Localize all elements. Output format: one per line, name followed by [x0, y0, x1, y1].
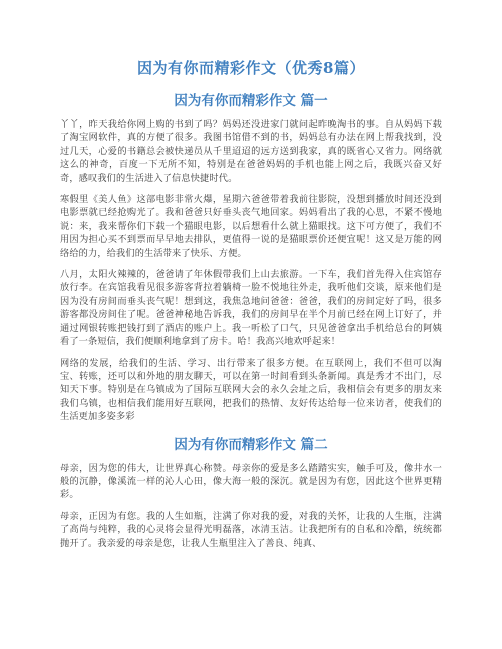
paragraph: 丫丫，昨天我给你网上购的书到了吗？妈妈还没进家门就问起昨晚淘书的事。自从妈妈下载了淘宝网软件，真的方便了很多。我图书馆借不到的书，妈妈总有办法在网上帮我找到，没过几天，心爱的书籍总会被快递员从千里迢迢的远方送到我家，真的既省心又省力。网络就这么的神奇，百度一下无所不知，特别是在爸爸妈妈的手机也能上网之后，我既兴奋又好奇，感叹我们的生活进入了信息快捷时代。	[60, 119, 442, 184]
section-heading: 因为有你而精彩作文 篇二	[174, 436, 328, 453]
essay-section-1	[60, 92, 442, 424]
paragraph: 母亲，正因为有您。我的人生如瓶，注满了你对我的爱，对我的关怀，让我的人生瓶，注满了高尚与纯粹，我的心灵将会显得光明磊落，冰清玉洁。让我把所有的自私和冷酷，统统都抛开了。我亲爱的母亲是您，让我人生瓶里注入了善良、纯真、	[60, 510, 442, 549]
section-heading: 因为有你而精彩作文 篇一	[174, 93, 328, 109]
paragraph: 寒假里《美人鱼》这部电影非常火爆，星期六爸爸带着我前往影院，没想到播放时间还没到电影票就已经抢购光了。我和爸爸只好垂头丧气地回家。妈妈看出了我的心思，不紧不慢地说：来，我来帮你们下载一个猫眼电影，以后想看什么就上猫眼找。这下可方便了，我们不用因为担心买不到票而早早地去排队，更值得一说的是猫眼票价还便宜呢！这又是万能的网络给的力，给我们的生活带来了快乐、方便。	[60, 194, 442, 259]
paragraph: 母亲，因为您的伟大，让世界真心称赞。母亲你的爱是多么踏踏实实，触手可及，像井水一般的沉静，像溪流一样的沁人心田，像大海一般的深沉。就是因为有您，因此这个世界更精彩。	[60, 462, 442, 501]
paragraph: 八月，太阳火辣辣的，爸爸请了年休假带我们上山去旅游。一下车，我们首先得入住宾馆存放行李。在宾馆我看见很多游客背拉着躺椅一脸不悦地往外走，我听他们交谈，原来他们是因为没有房间而垂头丧气呢！想到这，我焦急地问爸爸：爸爸，我们的房间定好了吗，很多游客都没房间住了呢。爸爸神秘地告诉我，我们的房间早在半个月前已经在网上订好了，并通过网银转账把钱打到了酒店的账户上。我一听松了口气，只见爸爸拿出手机给总台的阿姨看了一条短信，我们便顺利地拿到了房卡。哈！我高兴地欢呼起来！	[60, 269, 442, 348]
paragraph: 网络的发展，给我们的生活、学习、出行带来了很多方便。在互联网上，我们不但可以淘宝、转账，还可以和外地的朋友聊天，可以在第一时间看到头条新闻。真是秀才不出门，尽知天下事。特别是在乌镇成为了国际互联网大会的永久会址之后，我相信会有更多的朋友来我们乌镇，也相信我们能用好互联网，把我们的热情、友好传达给每一位来访者，使我们的生活更加多姿多彩	[60, 357, 442, 423]
essay-section-2	[60, 436, 442, 550]
document-title: 因为有你而精彩作文（优秀8篇）	[137, 59, 365, 77]
